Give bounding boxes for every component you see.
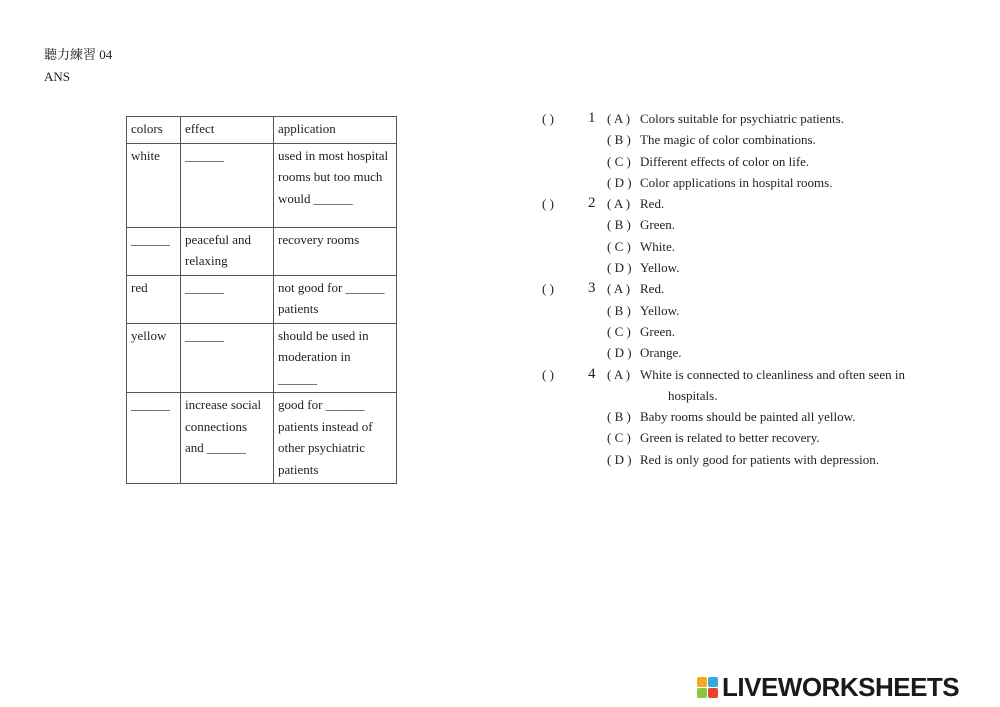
option-row: [542, 278, 717, 299]
question-3: [542, 278, 717, 363]
option-letter: ( C ): [607, 323, 631, 339]
option-text: Orange.: [640, 345, 682, 361]
answer-blank[interactable]: ( ): [542, 111, 554, 126]
answer-blank[interactable]: ( ): [542, 281, 554, 297]
option-text: Red is only good for patients with depression.: [640, 451, 880, 467]
option-row: [542, 321, 717, 342]
option-text: Yellow.: [640, 302, 680, 318]
option-row: [542, 449, 880, 470]
option-letter: ( A ): [607, 196, 631, 212]
option-row: [542, 342, 717, 363]
option-text: Yellow.: [640, 260, 680, 276]
table-cell[interactable]: good for ______ patients instead of other psychiatric patients: [274, 393, 397, 484]
option-letter: ( C ): [607, 153, 631, 169]
worksheet-title: 聽力練習 04: [44, 47, 113, 62]
answer-blank[interactable]: ( ): [542, 366, 554, 382]
table-row: [127, 275, 397, 323]
option-letter: ( A ): [607, 366, 631, 382]
table-cell[interactable]: should be used in moderation in ______: [274, 323, 397, 393]
header-effect: effect: [181, 117, 274, 144]
option-letter: ( C ): [607, 238, 631, 254]
question-number: 3: [588, 280, 596, 297]
option-text: Green is related to better recovery.: [640, 430, 820, 446]
table-header-row: [127, 117, 397, 144]
table-cell[interactable]: ______: [181, 275, 274, 323]
option-text: Green.: [640, 323, 676, 339]
header-colors: colors: [127, 117, 181, 144]
logo-text: LIVEWORKSHEETS: [722, 671, 960, 702]
question-list: [542, 108, 905, 470]
option-row: [542, 129, 816, 150]
table-cell: recovery rooms: [274, 227, 397, 275]
color-effects-table: [126, 116, 397, 484]
option-letter: ( B ): [607, 302, 631, 318]
header-application: application: [274, 117, 397, 144]
table-cell: yellow: [127, 323, 181, 393]
question-4: [542, 364, 905, 470]
option-text: The magic of color combinations.: [640, 132, 816, 148]
table-cell[interactable]: ______: [181, 143, 274, 227]
option-row: [542, 214, 717, 235]
option-text: White.: [640, 238, 676, 254]
option-row: [542, 193, 717, 214]
question-number: 4: [588, 365, 596, 382]
option-text: Red.: [640, 281, 665, 297]
option-text: White is connected to cleanliness and often seen in: [640, 366, 905, 382]
option-text: Green.: [640, 217, 676, 233]
option-letter: ( A ): [607, 111, 631, 126]
option-row: [542, 172, 833, 193]
option-letter: ( D ): [607, 451, 632, 467]
question-number: 1: [588, 110, 596, 126]
option-row: [542, 406, 856, 427]
liveworksheets-logo: [697, 670, 959, 704]
option-row: [542, 257, 717, 278]
option-letter: ( B ): [607, 409, 631, 425]
table-row: [127, 143, 397, 227]
option-text: Colors suitable for psychiatric patients.: [640, 111, 844, 126]
option-row: [542, 108, 844, 129]
table-cell[interactable]: increase social connections and ______: [181, 393, 274, 484]
question-number: 2: [588, 195, 596, 212]
table-cell[interactable]: not good for ______ patients: [274, 275, 397, 323]
option-letter: ( C ): [607, 430, 631, 446]
table-cell[interactable]: ______: [181, 323, 274, 393]
table-cell[interactable]: used in most hospital rooms but too much would ______: [274, 143, 397, 227]
question-2: [542, 193, 717, 278]
table-row: [127, 323, 397, 393]
option-letter: ( B ): [607, 217, 631, 233]
table-row: [127, 227, 397, 275]
option-row: [542, 427, 820, 448]
table-row: [127, 393, 397, 484]
option-letter: ( D ): [607, 174, 632, 190]
option-text: Baby rooms should be painted all yellow.: [640, 409, 856, 425]
option-letter: ( A ): [607, 281, 631, 297]
option-text: Different effects of color on life.: [640, 153, 810, 169]
table-cell: peaceful and relaxing: [181, 227, 274, 275]
option-letter: ( D ): [607, 260, 632, 276]
option-row: [542, 151, 810, 172]
answer-blank[interactable]: ( ): [542, 196, 554, 212]
worksheet-header: [44, 44, 112, 88]
option-row: [542, 300, 717, 321]
option-text: Red.: [640, 196, 665, 212]
option-text: Color applications in hospital rooms.: [640, 174, 833, 190]
table-cell[interactable]: ______: [127, 393, 181, 484]
option-letter: ( B ): [607, 132, 631, 148]
option-row: [542, 236, 717, 257]
table-cell: red: [127, 275, 181, 323]
option-row: [542, 364, 905, 385]
option-continuation: hospitals.: [668, 387, 718, 403]
table-cell: white: [127, 143, 181, 227]
logo-icon: [697, 677, 718, 698]
question-1: [542, 108, 844, 193]
worksheet-subtitle: ANS: [44, 69, 71, 84]
option-letter: ( D ): [607, 345, 632, 361]
table-cell[interactable]: ______: [127, 227, 181, 275]
